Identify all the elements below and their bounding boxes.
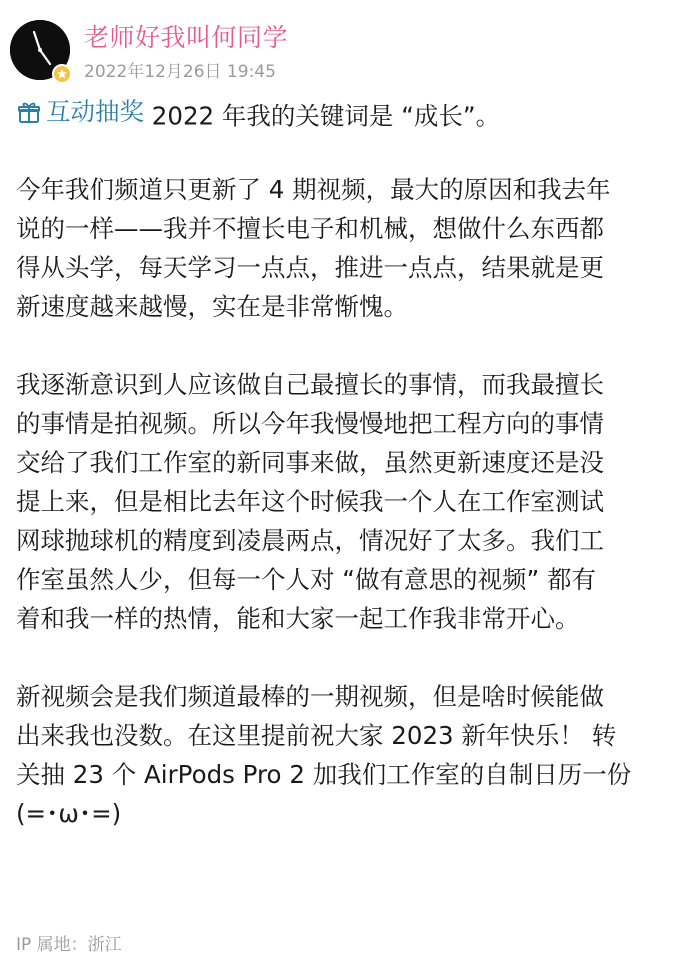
- paragraph-2-line: 网球抛球机的精度到凌晨两点，情况好了太多。我们工: [16, 526, 604, 555]
- first-line-text: 2022 年我的关键词是 “成长”。: [144, 101, 501, 131]
- gift-icon: [16, 99, 42, 125]
- first-line: [16, 92, 688, 131]
- paragraph-2-line: 着和我一样的热情，能和大家一起工作我非常开心。: [16, 604, 580, 633]
- paragraph-2-line: 交给了我们工作室的新同事来做，虽然更新速度还是没: [16, 448, 604, 477]
- verified-badge-icon: [52, 64, 72, 84]
- lottery-tag-label: 互动抽奖: [46, 97, 144, 126]
- paragraph-2-line: 的事情是拍视频。所以今年我慢慢地把工程方向的事情: [16, 409, 604, 438]
- paragraph-1-line: 新速度越来越慢，实在是非常惭愧。: [16, 292, 408, 321]
- lottery-tag-link[interactable]: [16, 92, 144, 131]
- paragraph-1-line: 说的一样——我并不擅长电子和机械，想做什么东西都: [16, 214, 604, 243]
- post-header: [10, 14, 690, 82]
- paragraph-2-line: 作室虽然人少，但每一个人对 “做有意思的视频” 都有: [16, 565, 596, 594]
- paragraph-3-line: (=･ω･=): [16, 799, 122, 828]
- paragraph-3-line: 新视频会是我们频道最棒的一期视频，但是啥时候能做: [16, 682, 604, 711]
- avatar[interactable]: [10, 20, 70, 80]
- paragraph-2-line: 提上来，但是相比去年这个时候我一个人在工作室测试: [16, 487, 604, 516]
- ip-location: IP 属地：浙江: [16, 935, 122, 955]
- paragraph-1-line: 今年我们频道只更新了 4 期视频，最大的原因和我去年: [16, 175, 611, 204]
- paragraph-3-line: 出来我也没数。在这里提前祝大家 2023 新年快乐！ 转: [16, 721, 617, 750]
- paragraph-3-line: 关抽 23 个 AirPods Pro 2 加我们工作室的自制日历一份: [16, 760, 632, 789]
- paragraph-1-line: 得从头学，每天学习一点点，推进一点点，结果就是更: [16, 253, 604, 282]
- post-content: [16, 92, 688, 833]
- username-link[interactable]: 老师好我叫何同学: [84, 23, 289, 52]
- post-timestamp: 2022年12月26日 19:45: [84, 62, 276, 82]
- paragraph-2-line: 我逐渐意识到人应该做自己最擅长的事情，而我最擅长: [16, 370, 604, 399]
